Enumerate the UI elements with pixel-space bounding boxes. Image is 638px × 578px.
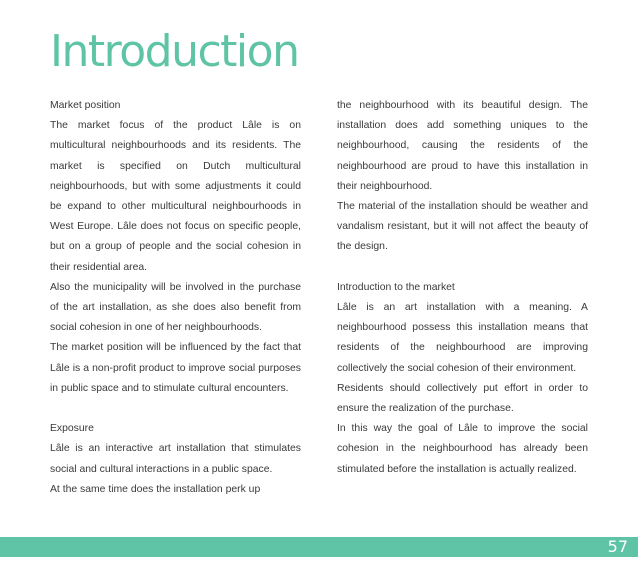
intro-market-paragraph-3: In this way the goal of Lâle to improve the social cohesion in the neighbourhood has already been stimulated before the installation is actually realized.	[337, 423, 588, 475]
page-number: 57	[607, 537, 628, 556]
spacer	[337, 258, 588, 278]
intro-market-heading: Introduction to the market	[337, 281, 455, 293]
exposure-paragraph-2: At the same time does the installation perk up	[50, 483, 261, 495]
left-column	[50, 96, 301, 500]
right-column	[337, 96, 588, 480]
exposure-paragraph-1: Lâle is an interactive art installation that stimulates social and cultural interactions in a public space.	[50, 443, 301, 475]
exposure-continued-paragraph-2: The material of the installation should be weather and vandalism resistant, but it will not affect the beauty of the design.	[337, 201, 588, 253]
market-position-heading: Market position	[50, 100, 121, 111]
intro-market-paragraph-1: Lâle is an art installation with a meaning. A neighbourhood possess this installation means that residents of the neighbourhood are improving collectively the social cohesion of their environment.	[337, 302, 588, 374]
intro-market-paragraph-2: Residents should collectively put effort in order to ensure the realization of the purchase.	[337, 382, 588, 415]
market-position-paragraph-1: The market focus of the product Lâle is on multicultural neighbourhoods and its residents. The market is specified on Dutch multicultural neighbourhoods, but with some adjustments it could be expand to other multicultural neighbourhoods in West Europe. Lâle does not focus on specific people, but on a group of people and the social cohesion in their residential area.	[50, 120, 301, 273]
page-title: Introduction	[50, 26, 299, 77]
market-position-paragraph-2: Also the municipality will be involved in the purchase of the art installation, as she does also benefit from social cohesion in one of her neighbourhoods.	[50, 281, 301, 334]
exposure-continued-paragraph-1: the neighbourhood with its beautiful design. The installation does add something uniques to the neighbourhood, causing the residents of the neighbourhood are proud to have this installation in their neighbourhood.	[337, 100, 588, 192]
exposure-heading: Exposure	[50, 423, 94, 435]
market-position-paragraph-3: The market position will be influenced by the fact that Lâle is a non-profit product to improve social purposes in public space and to stimulate cultural encounters.	[50, 342, 301, 394]
footer-bar	[0, 537, 638, 557]
spacer	[50, 399, 301, 419]
